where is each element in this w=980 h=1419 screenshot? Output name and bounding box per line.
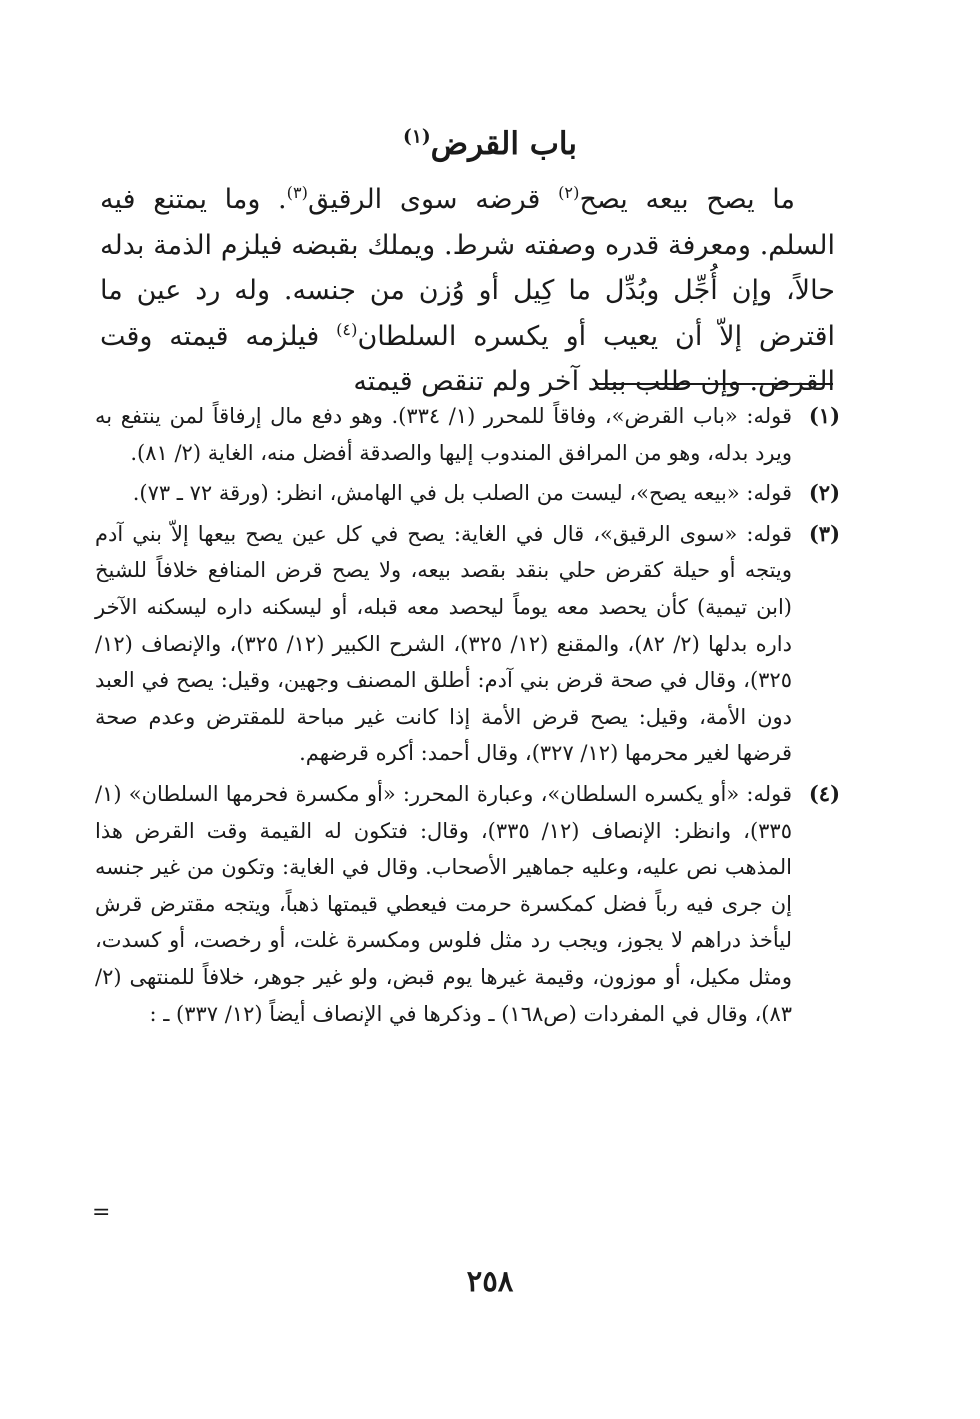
chapter-title-text: باب القرض bbox=[430, 126, 577, 162]
footnotes-section bbox=[95, 398, 840, 1036]
footnote-ref-4: (٤) bbox=[336, 319, 358, 339]
main-text-segment: ما يصح بيعه يصح bbox=[579, 184, 795, 215]
footnote-number: (١) bbox=[808, 403, 840, 428]
footnote-separator bbox=[595, 383, 833, 385]
main-text-segment: . وما يمتنع فيه السلم. ومعرفة قدره وصفته شرط. ويملك بقبضه فيلزم الذمة بدله حالاً، وإن أُجِّل وبُدِّل ما كِيل أو وُزن من جنسه. وله رد عين ما اقترض إلاّ أن يعيب أو يكسره السلطان bbox=[100, 184, 835, 352]
footnote-ref-2: (٢) bbox=[558, 183, 580, 202]
footnote-text: قوله: «أو يكسره السلطان»، وعبارة المحرر: «أو مكسرة فحرمها السلطان» (١/ ٣٣٥)، وانظر: الإنصاف (١٢/ ٣٣٥)، وقال: فتكون له القيمة وقت القرض هذا المذهب نص عليه، وعليه جماهير الأصحاب. وقال في الغاية: وتكون من غير جنسه إن جرى فيه رباً فضل كمكسرة حرمت فيعطي قيمتها ذهباً، ويتجه مقترض قرش ليأخذ دراهم لا يجوز، ويجب رد مثل فلوس ومكسرة غلت، أو رخصت، أو كسدت، ومثل مكيل، أو موزون، وقيمة غيرها يوم قبض، ولو غير جوهر، خلافاً للمنتهى (٢/ ٨٣)، وقال في المفردات (ص١٦٨) ـ وذكرها في الإنصاف أيضاً (١٢/ ٣٣٧) ـ : bbox=[95, 781, 792, 1026]
main-paragraph bbox=[100, 177, 835, 405]
footnote-3 bbox=[95, 516, 840, 772]
footnote-4 bbox=[95, 776, 840, 1032]
footnote-ref-3: (٣) bbox=[286, 183, 308, 202]
footnote-text: قوله: «بيعه يصح»، ليست من الصلب بل في الهامش، انظر: (ورقة ٧٢ ـ ٧٣). bbox=[132, 481, 792, 506]
main-text bbox=[100, 177, 835, 405]
page-number: ٢٥٨ bbox=[466, 1264, 514, 1298]
footnote-number: (٤) bbox=[808, 780, 840, 806]
chapter-title bbox=[0, 124, 980, 164]
main-text-segment: قرضه سوى الرقيق bbox=[307, 184, 559, 215]
footnote-text: قوله: «سوى الرقيق»، قال في الغاية: يصح في كل عين يصح بيعها إلاّ بني آدم ويتجه أو حيلة كقرض حلي بنقد بقصد بيعه، ولا يصح قرض المنافع خلافاً للشيخ (ابن تيمية) كأن يحصد معه يوماً ليحصد معه قبله، أو ليسكنه داره ليسكنه الآخر داره بدلها (٢/ ٨٢)، والمقنع (١٢/ ٣٢٥)، الشرح الكبير (١٢/ ٣٢٥)، والإنصاف (١٢/ ٣٢٥)، وقال في صحة قرض بني آدم: أطلق المصنف وجهين، وقيل: يصح في العبد دون الأمة، وقيل: يصح قرض الأمة إذا كانت غير مباحة للمقترض وعدم صحة قرضها لغير محرمها (١٢/ ٣٢٧)، وقال أحمد: أكره قرضهم. bbox=[95, 521, 792, 766]
footnote-1 bbox=[95, 398, 840, 471]
footnote-ref-1: (١) bbox=[403, 126, 431, 148]
footnote-number: (٢) bbox=[808, 480, 840, 506]
footnote-number: (٣) bbox=[808, 520, 840, 546]
footnote-text: قوله: «باب القرض»، وفاقاً للمحرر (١/ ٣٣٤). وهو دفع مال إرفاقاً لمن ينتفع به ويرد بدله، وهو من المرافق المندوب إليها والصدقة أفضل منه، الغاية (٢/ ٨١). bbox=[95, 404, 792, 465]
main-text-segment: فيلزمه قيمته وقت القرض. وإن طلب ببلد آخر ولم تنقص قيمته bbox=[100, 320, 835, 397]
footnote-2 bbox=[95, 475, 840, 512]
continuation-mark: = bbox=[92, 1200, 111, 1225]
